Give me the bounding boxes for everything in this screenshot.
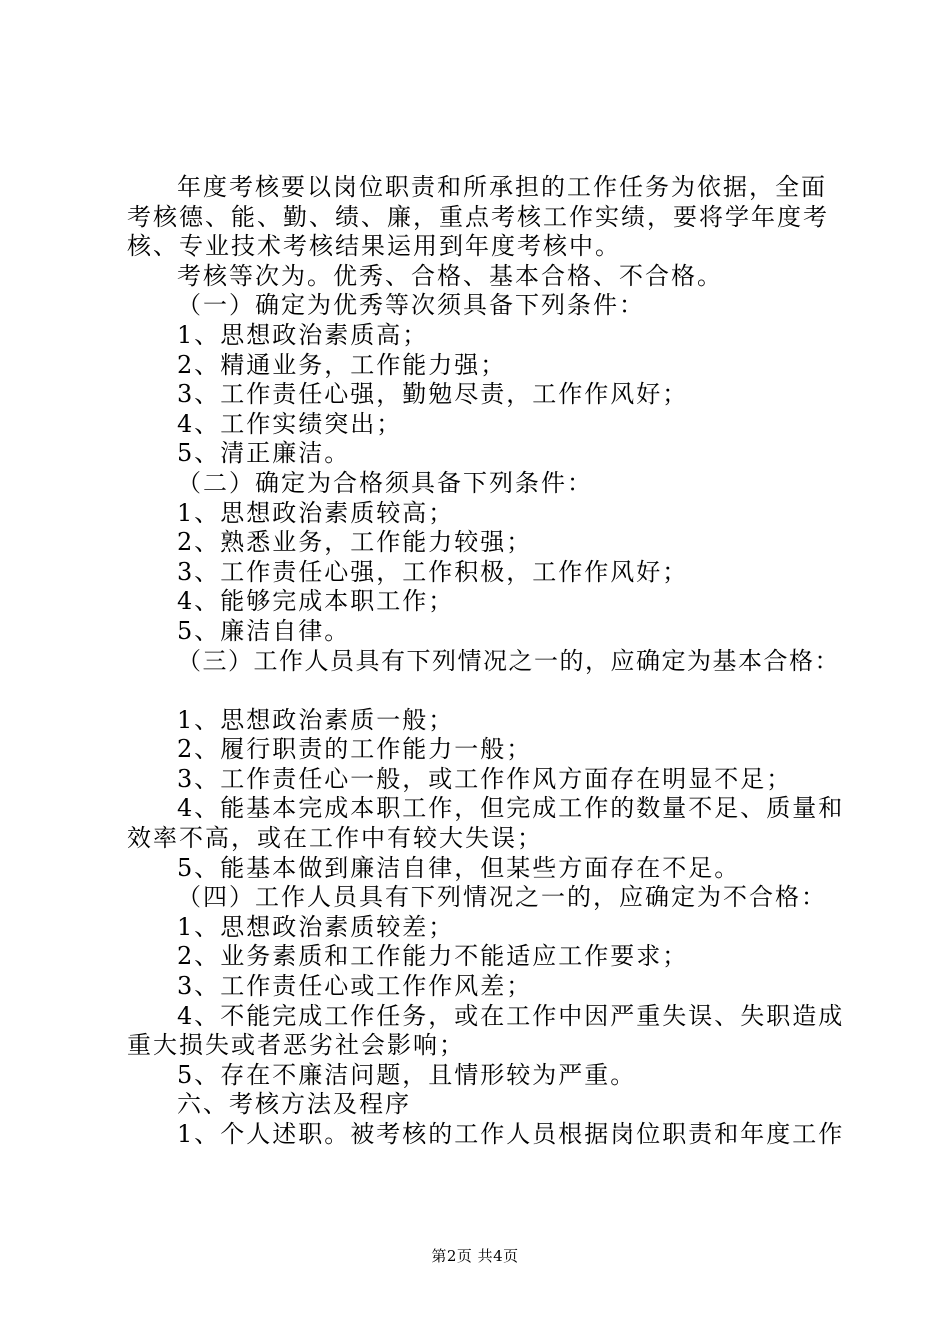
list-item: 5、能基本做到廉洁自律，但某些方面存在不足。 — [177, 853, 741, 882]
paragraph-line: 年度考核要以岗位职责和所承担的工作任务为依据，全面 — [177, 173, 827, 201]
paragraph-line: 核、专业技术考核结果运用到年度考核中。 — [127, 232, 621, 261]
list-item: 2、熟悉业务，工作能力较强； — [177, 528, 533, 557]
section-heading: （三）工作人员具有下列情况之一的，应确定为基本合格： — [177, 646, 840, 675]
blank-line — [127, 676, 837, 706]
list-item: 1、个人述职。被考核的工作人员根据岗位职责和年度工作 — [177, 1120, 845, 1148]
list-item-continuation: 效率不高，或在工作中有较大失误； — [127, 824, 543, 853]
list-item: 5、廉洁自律。 — [177, 616, 351, 645]
list-item: 1、思想政治素质高； — [177, 320, 429, 349]
list-item: 3、工作责任心一般，或工作作风方面存在明显不足； — [177, 764, 793, 793]
list-item: 4、不能完成工作任务，或在工作中因严重失误、失职造成 — [177, 1001, 845, 1030]
paragraph-line: 考核德、能、勤、绩、廉，重点考核工作实绩，要将学年度考 — [127, 202, 829, 231]
section-heading: （二）确定为合格须具备下列条件： — [177, 468, 593, 497]
list-item: 2、业务素质和工作能力不能适应工作要求； — [177, 942, 689, 971]
paragraph-line: 考核等次为。优秀、合格、基本合格、不合格。 — [177, 261, 723, 290]
list-item: 5、存在不廉洁问题，且情形较为严重。 — [177, 1060, 637, 1089]
section-heading: （一）确定为优秀等次须具备下列条件： — [177, 291, 645, 320]
list-item: 4、工作实绩突出； — [177, 409, 403, 438]
list-item-continuation: 重大损失或者恶劣社会影响； — [127, 1031, 465, 1060]
list-item: 4、能够完成本职工作； — [177, 587, 455, 616]
section-heading: 六、考核方法及程序 — [177, 1090, 411, 1119]
list-item: 2、精通业务，工作能力强； — [177, 350, 507, 379]
section-heading: （四）工作人员具有下列情况之一的，应确定为不合格： — [177, 883, 827, 912]
list-item: 2、履行职责的工作能力一般； — [177, 735, 533, 764]
list-item: 1、思想政治素质较高； — [177, 498, 455, 527]
list-item: 3、工作责任心强，勤勉尽责，工作作风好； — [177, 380, 689, 409]
list-item: 1、思想政治素质一般； — [177, 705, 455, 734]
page-number-footer: 第2页 共4页 — [431, 1247, 519, 1265]
list-item: 3、工作责任心强，工作积极，工作作风好； — [177, 557, 689, 586]
list-item: 1、思想政治素质较差； — [177, 912, 455, 941]
document-body — [127, 173, 845, 1150]
list-item: 5、清正廉洁。 — [177, 439, 351, 468]
list-item: 4、能基本完成本职工作，但完成工作的数量不足、质量和 — [177, 794, 845, 823]
list-item: 3、工作责任心或工作作风差； — [177, 972, 533, 1001]
